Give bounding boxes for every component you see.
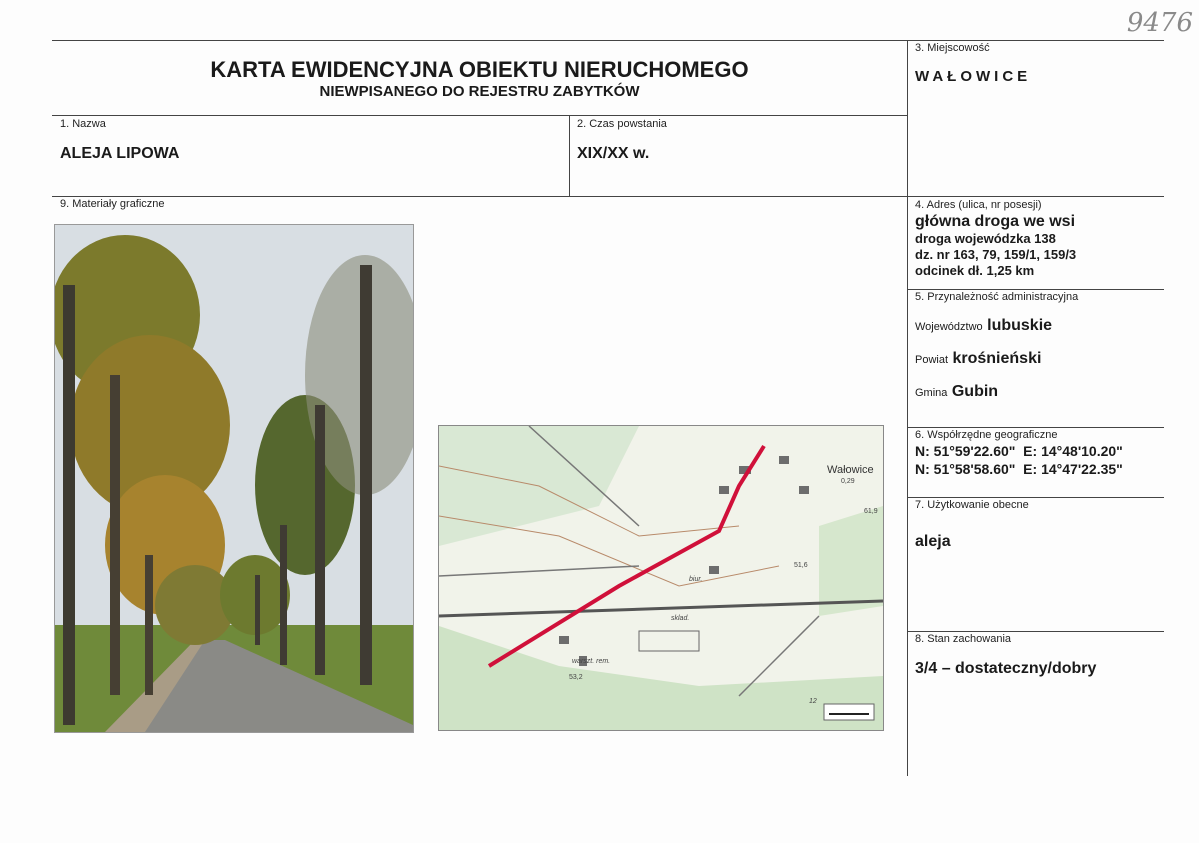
coords-rule bbox=[907, 427, 1164, 428]
adres-line4: odcinek dł. 1,25 km bbox=[915, 263, 1035, 278]
nazwa-label: 1. Nazwa bbox=[60, 118, 106, 130]
wspolrzedne-line2: N: 51°58'58.60" E: 14°47'22.35" bbox=[915, 461, 1123, 477]
location-map bbox=[438, 425, 884, 731]
powiat-row bbox=[915, 350, 1041, 368]
card-subtitle: NIEWPISANEGO DO REJESTRU ZABYTKÓW bbox=[319, 83, 640, 100]
map-label-532: 53,2 bbox=[569, 674, 583, 681]
map-label-619: 61,9 bbox=[864, 508, 878, 515]
archive-number: 9476 bbox=[1126, 8, 1193, 38]
right-column-divider bbox=[907, 40, 908, 776]
stan-value: 3/4 – dostateczny/dobry bbox=[915, 660, 1097, 677]
name-rule bbox=[52, 196, 1164, 197]
uzytkowanie-label: 7. Użytkowanie obecne bbox=[915, 499, 1029, 511]
alley-photo-drawing bbox=[55, 225, 413, 732]
state-rule bbox=[907, 631, 1164, 632]
map-drawing bbox=[439, 426, 883, 730]
uzytkowanie-value: aleja bbox=[915, 533, 951, 550]
miejscowosc-value: WAŁOWICE bbox=[915, 68, 1032, 85]
miejscowosc-label: 3. Miejscowość bbox=[915, 42, 990, 54]
wspolrzedne-label: 6. Współrzędne geograficzne bbox=[915, 429, 1058, 441]
adres-line2: droga wojewódzka 138 bbox=[915, 231, 1056, 246]
name-time-divider bbox=[569, 115, 570, 196]
adres-line1: główna droga we wsi bbox=[915, 213, 1076, 230]
card-title: KARTA EWIDENCYJNA OBIEKTU NIERUCHOMEGO bbox=[210, 57, 749, 82]
alley-photo bbox=[54, 224, 414, 733]
czas-value: XIX/XX w. bbox=[577, 145, 650, 162]
wojewodztwo-value: lubuskie bbox=[987, 317, 1053, 334]
gmina-row bbox=[915, 383, 998, 401]
gmina-label: Gmina bbox=[915, 387, 948, 399]
map-label-sklad: sklad. bbox=[671, 615, 690, 622]
adres-label: 4. Adres (ulica, nr posesji) bbox=[915, 199, 1042, 211]
map-label-516: 51,6 bbox=[794, 562, 808, 569]
top-rule bbox=[52, 40, 1164, 41]
materialy-label: 9. Materiały graficzne bbox=[60, 198, 165, 210]
czas-label: 2. Czas powstania bbox=[577, 118, 667, 130]
wspolrzedne-line1: N: 51°59'22.60" E: 14°48'10.20" bbox=[915, 443, 1123, 459]
map-label-12: 12 bbox=[809, 698, 817, 705]
stan-label: 8. Stan zachowania bbox=[915, 633, 1012, 645]
przynaleznosc-label: 5. Przynależność administracyjna bbox=[915, 291, 1079, 303]
header-rule bbox=[52, 115, 907, 116]
adres-line3: dz. nr 163, 79, 159/1, 159/3 bbox=[915, 247, 1077, 262]
map-label-029: 0,29 bbox=[841, 478, 855, 485]
map-label-warszt: warszt. rem. bbox=[572, 658, 611, 665]
powiat-value: krośnieński bbox=[952, 350, 1042, 367]
powiat-label: Powiat bbox=[915, 354, 949, 366]
use-rule bbox=[907, 497, 1164, 498]
gmina-value: Gubin bbox=[951, 383, 999, 400]
adres-rule bbox=[907, 289, 1164, 290]
nazwa-value: ALEJA LIPOWA bbox=[60, 145, 180, 162]
map-label-biur: biur. bbox=[689, 576, 703, 583]
wojewodztwo-row bbox=[915, 317, 1052, 335]
map-town-label: Wałowice bbox=[827, 464, 874, 476]
wojewodztwo-label: Województwo bbox=[915, 321, 983, 333]
